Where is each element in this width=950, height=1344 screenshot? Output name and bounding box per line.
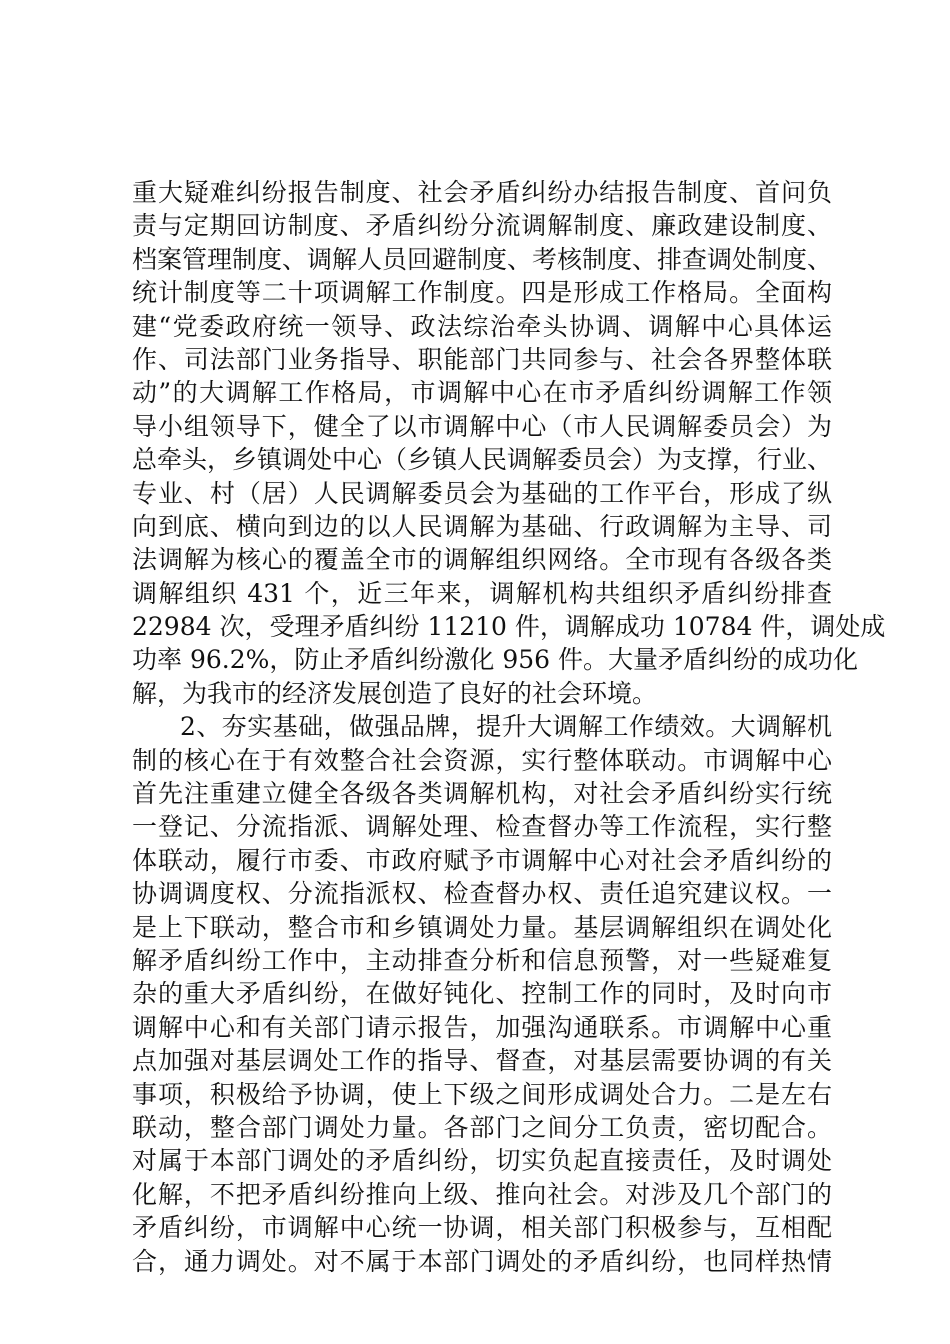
text-line: 合，通力调处。对不属于本部门调处的矛盾纠纷，也同样热情 — [132, 1246, 832, 1276]
paragraph-start-line: 2、夯实基础，做强品牌，提升大调解工作绩效。大调解机 — [180, 712, 832, 742]
text-line: 建“党委政府统一领导、政法综治牵头协调、调解中心具体运 — [132, 311, 832, 341]
text-line: 首先注重建立健全各级各类调解机构，对社会矛盾纠纷实行统 — [132, 779, 832, 809]
text-line: 导小组领导下，健全了以市调解中心（市人民调解委员会）为 — [132, 411, 832, 441]
text-line: 功率 96.2%，防止矛盾纠纷激化 956 件。大量矛盾纠纷的成功化 — [132, 645, 858, 675]
text-line: 协调调度权、分流指派权、检查督办权、责任追究建议权。一 — [132, 879, 832, 909]
text-line: 动”的大调解工作格局，市调解中心在市矛盾纠纷调解工作领 — [132, 378, 832, 408]
text-line: 解矛盾纠纷工作中，主动排查分析和信息预警，对一些疑难复 — [132, 945, 832, 975]
text-line: 杂的重大矛盾纠纷，在做好钝化、控制工作的同时，及时向市 — [132, 979, 832, 1009]
text-line: 化解，不把矛盾纠纷推向上级、推向社会。对涉及几个部门的 — [132, 1179, 832, 1209]
text-line: 统计制度等二十项调解工作制度。四是形成工作格局。全面构 — [132, 278, 832, 308]
text-line: 解，为我市的经济发展创造了良好的社会环境。 — [132, 678, 658, 708]
text-line: 一登记、分流指派、调解处理、检查督办等工作流程，实行整 — [132, 812, 832, 842]
text-line: 体联动，履行市委、市政府赋予市调解中心对社会矛盾纠纷的 — [132, 845, 832, 875]
text-line: 重大疑难纠纷报告制度、社会矛盾纠纷办结报告制度、首问负 — [132, 178, 832, 207]
text-line: 制的核心在于有效整合社会资源，实行整体联动。市调解中心 — [132, 745, 832, 775]
text-line: 调解组织 431 个，近三年来，调解机构共组织矛盾纠纷排查 — [132, 578, 832, 608]
text-line: 22984 次，受理矛盾纠纷 11210 件，调解成功 10784 件，调处成 — [132, 612, 886, 642]
body-text — [132, 176, 886, 1278]
text-line: 点加强对基层调处工作的指导、督查，对基层需要协调的有关 — [132, 1046, 832, 1076]
text-line: 法调解为核心的覆盖全市的调解组织网络。全市现有各级各类 — [132, 545, 832, 575]
text-line: 责与定期回访制度、矛盾纠纷分流调解制度、廉政建设制度、 — [132, 211, 832, 241]
text-line: 总牵头，乡镇调处中心（乡镇人民调解委员会）为支撑，行业、 — [132, 445, 833, 475]
text-line: 联动，整合部门调处力量。各部门之间分工负责，密切配合。 — [132, 1112, 832, 1142]
text-line: 档案管理制度、调解人员回避制度、考核制度、排查调处制度、 — [132, 244, 833, 274]
text-line: 调解中心和有关部门请示报告，加强沟通联系。市调解中心重 — [132, 1012, 832, 1042]
text-line: 是上下联动，整合市和乡镇调处力量。基层调解组织在调处化 — [132, 912, 832, 942]
text-line: 事项，积极给予协调，使上下级之间形成调处合力。二是左右 — [132, 1079, 832, 1109]
text-line: 对属于本部门调处的矛盾纠纷，切实负起直接责任，及时调处 — [132, 1146, 832, 1176]
text-line: 专业、村（居）人民调解委员会为基础的工作平台，形成了纵 — [132, 478, 832, 508]
text-line: 矛盾纠纷，市调解中心统一协调，相关部门积极参与，互相配 — [132, 1213, 832, 1243]
text-line: 作、司法部门业务指导、职能部门共同参与、社会各界整体联 — [132, 344, 832, 374]
text-line: 向到底、横向到边的以人民调解为基础、行政调解为主导、司 — [132, 511, 832, 541]
